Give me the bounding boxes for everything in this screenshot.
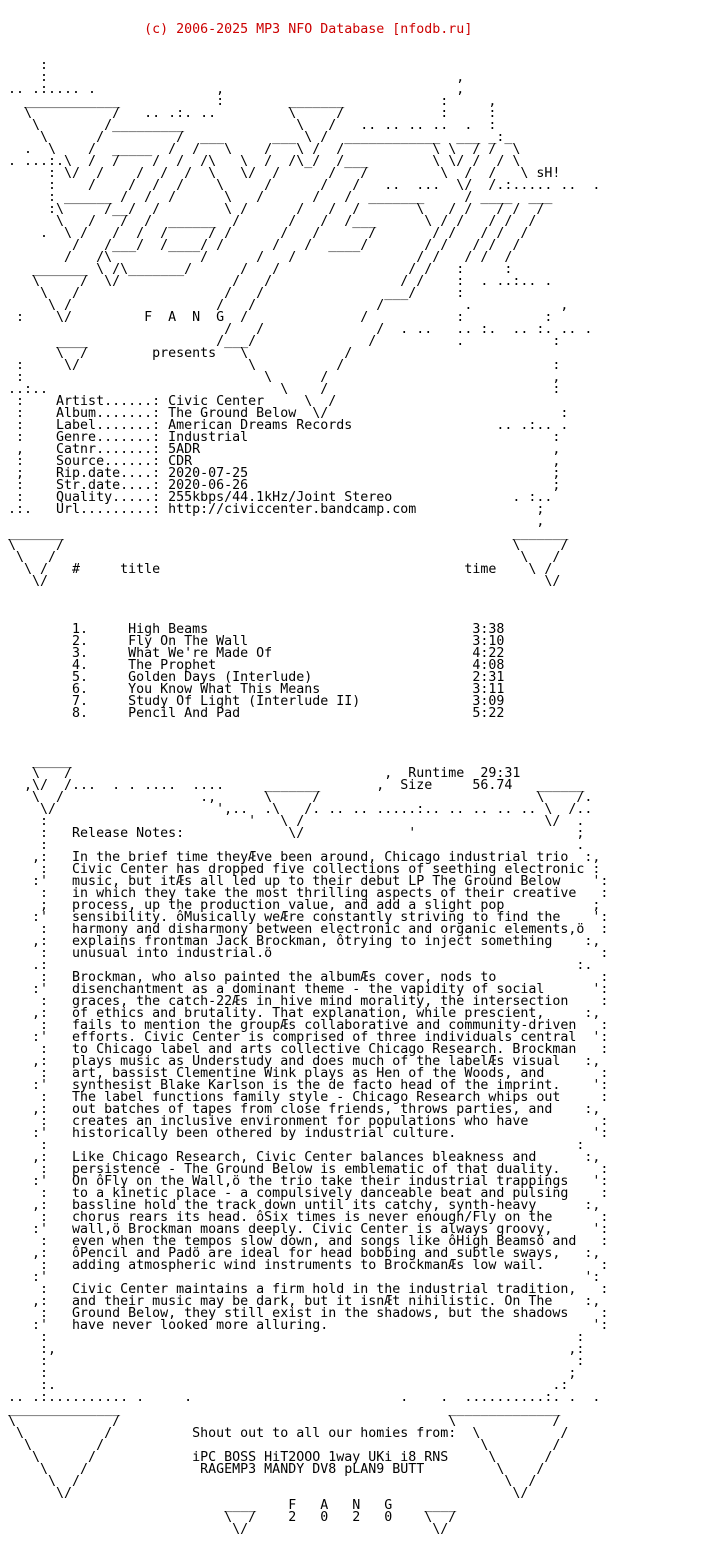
nfo-line: \/ \/ — [0, 1486, 529, 1501]
nfo-line: \ / \ / — [0, 538, 569, 553]
nfo-line — [0, 600, 720, 612]
nfo-line: \ /_________ \ / .. .. .. .. . : — [0, 118, 497, 133]
nfo-line: ,: Like Chicago Research, Civic Center balances bleakness and :, — [0, 1150, 601, 1165]
nfo-line: : creates an inclusive environment for populations who have : — [0, 1114, 609, 1129]
nfo-line: ..:.. \ / : — [0, 382, 561, 397]
nfo-line — [0, 588, 720, 600]
nfo-line: \ / / ___ ___ \ / ____________ ___ _:_ — [0, 130, 513, 145]
nfo-line: / /\ / / / / / / / / — [0, 250, 513, 265]
nfo-line: . \ / _____ / / \ / \ / / \ \ / / \ — [0, 142, 521, 157]
nfo-line: : harmony and disharmony between electronic and organic elements,ö : — [0, 922, 609, 937]
nfo-line: \ / iPC BOSS HiT2OOO 1way UKi i8 RNS \ / — [0, 1450, 553, 1465]
nfo-line: ,: out batches of tapes from close friends, throws parties, and :, — [0, 1102, 601, 1117]
nfo-line: : to Chicago label and arts collective Chicago Research. Brockman : — [0, 1042, 609, 1057]
nfo-line: : / / / / \ / / / .. ... \/ /.:..... .. . — [0, 178, 601, 193]
nfo-line: : graces, the catch-22Æs in hive mind morality, the intersection : — [0, 994, 609, 1009]
nfo-line: :, ,: — [0, 1342, 585, 1357]
nfo-line: : fails to mention the groupÆs collaborative and community-driven : — [0, 1018, 609, 1033]
nfo-line: :' ': — [0, 1270, 601, 1285]
nfo-line: 8. Pencil And Pad 5:22 — [0, 706, 505, 721]
nfo-line: , Catnr.......: 5ADR , — [0, 442, 561, 457]
nfo-line: , — [0, 514, 545, 529]
nfo-line: _______ \ /\_______/ / / / / : : — [0, 262, 513, 277]
nfo-line: ____ F A N G ____ — [0, 1498, 457, 1513]
nfo-line: :' On ôFly on the Wall,ö the trio take their industrial trappings ': — [0, 1174, 609, 1189]
nfo-line: ,: bassline hold the track down until its catchy, synth-heavy :, — [0, 1198, 601, 1213]
nfo-line: \ / \ / — [0, 1438, 561, 1453]
nfo-line: : Label.......: American Dreams Records .. .:.. . — [0, 418, 569, 433]
nfo-line: : : — [0, 1354, 585, 1369]
nfo-line: \ / / / ___/ : — [0, 286, 465, 301]
nfo-line: \ / \ / — [0, 1414, 561, 1429]
nfo-line: 7. Study Of Light (Interlude II) 3:09 — [0, 694, 505, 709]
nfo-line: : \/ F A N G / / : : — [0, 310, 553, 325]
nfo-line: :\ /__/ / \ / / / / \ / / / / / — [0, 202, 545, 217]
nfo-line: :' efforts. Civic Center is comprised of three individuals central ': — [0, 1030, 609, 1045]
nfo-line: : Album.......: The Ground Below \/ : — [0, 406, 569, 421]
nfo-line: \ / presents \ / — [0, 346, 353, 361]
nfo-line: ,\/ /... . . .... .... _______ , Size 56.74 ______ — [0, 778, 585, 793]
nfo-line: \ / / / ______ / / / /___ \ / / / / / — [0, 214, 537, 229]
nfo-line: : Source......: CDR , — [0, 454, 561, 469]
nfo-line: ,: of ethics and brutality. That explanation, while prescient, :, — [0, 1006, 601, 1021]
nfo-line: :. .: — [0, 1378, 569, 1393]
nfo-line: : Ground Below, they still exist in the shadows, but the shadows : — [0, 1306, 609, 1321]
nfo-line: : Genre.......: Industrial : — [0, 430, 561, 445]
nfo-line: ,: In the brief time theyÆve been around, Chicago industrial trio :, — [0, 850, 601, 865]
nfo-line: \ / \ / — [0, 550, 561, 565]
nfo-line: \ / ., \ / \ /. — [0, 790, 593, 805]
nfo-line: : to a kinetic place - a compulsively danceable beat and pulsing : — [0, 1186, 609, 1201]
nfo-line: _____ — [0, 754, 73, 769]
nfo-line: ,: plays music as Understudy and does much of the labelÆs visual :, — [0, 1054, 601, 1069]
nfo-line: 5. Golden Days (Interlude) 2:31 — [0, 670, 505, 685]
nfo-line: : chorus rears its head. ôSix times is never enough/Fly on the : — [0, 1210, 609, 1225]
nfo-line: \ / # title time \ / — [0, 562, 553, 577]
nfo-line: . ...:.\ / / / / /\ \ / /\_/ /___ \ \/ / / \ — [0, 154, 521, 169]
nfo-line: : \ / , — [0, 370, 561, 385]
nfo-line: \ / RAGEMP3 MANDY DV8 pLAN9 BUTT \ / — [0, 1462, 545, 1477]
nfo-line: .. .:.... . , , — [0, 82, 465, 97]
nfo-line: : \/ / / / / \ \/ / / / \ / / \ sH! — [0, 166, 561, 181]
nfo-line: ______________ ______________ — [0, 1402, 561, 1417]
nfo-line: :' sensibility. ôMusically weÆre constantly striving to find the ': — [0, 910, 609, 925]
nfo-line — [0, 744, 720, 756]
nfo-line: : Civic Center maintains a firm hold in the industrial tradition, : — [0, 1282, 609, 1297]
nfo-line: :' historically been othered by industrial culture. ': — [0, 1126, 609, 1141]
nfo-line: : Str.date....: 2020-06-26 ; — [0, 478, 561, 493]
nfo-line: : \/ \ / : — [0, 358, 561, 373]
nfo-line: . \ / / / / / / / / / / / / / / — [0, 226, 529, 241]
nfo-body — [0, 60, 720, 1536]
nfo-line: _______ _______ — [0, 526, 569, 541]
nfo-line: \ / 2 0 2 0 \ / — [0, 1510, 457, 1525]
nfo-line: \ / \ / — [0, 1474, 537, 1489]
nfo-line — [0, 720, 720, 732]
nfo-line: : Release Notes: \/ ' ; — [0, 826, 585, 841]
nfo-line: 1. High Beams 3:38 — [0, 622, 505, 637]
nfo-line: :' wall,ö Brockman moans deeply. Civic Center is always groovy, ': — [0, 1222, 609, 1237]
nfo-line: : , — [0, 70, 465, 85]
nfo-line: \ / Shout out to all our homies from: \ / — [0, 1426, 569, 1441]
nfo-line: \/ \/ — [0, 574, 561, 589]
nfo-line: : : — [0, 1330, 585, 1345]
nfo-line: 6. You Know What This Means 3:11 — [0, 682, 505, 697]
nfo-line: .. .:.......... . . . . ..........:. . . — [0, 1390, 601, 1405]
nfo-line: .: :. — [0, 958, 593, 973]
nfo-line: ____________ : _______ : , — [0, 94, 497, 109]
nfo-line: ____ /___/ / . : — [0, 334, 561, 349]
nfo-line — [0, 732, 720, 744]
nfo-line: \ / / / / . , — [0, 298, 569, 313]
nfo-line: / /___/ /____/ / / / ____/ / / / / / — [0, 238, 521, 253]
nfo-line: 4. The Prophet 4:08 — [0, 658, 505, 673]
nfo-line: : Quality.....: 255kbps/44.1kHz/Joint Stereo . :.. — [0, 490, 553, 505]
nfo-line: : unusual into industrial.ö : — [0, 946, 609, 961]
nfo-line: 2. Fly On The Wall 3:10 — [0, 634, 505, 649]
nfo-line: ,: and their music may be dark, but it isnÆt nihilistic. On The :, — [0, 1294, 601, 1309]
nfo-line: : Civic Center has dropped five collections of seething electronic : — [0, 862, 601, 877]
nfo-line: : persistence - The Ground Below is emblematic of that duality. : — [0, 1162, 609, 1177]
nfo-line: : even when the tempos slow down, and songs like ôHigh Beamsö and : — [0, 1234, 609, 1249]
nfo-line: :' music, but itÆs all led up to their debut LP The Ground Below ': — [0, 874, 609, 889]
nfo-line: : adding atmospheric wind instruments to BrockmanÆs low wail. : — [0, 1258, 609, 1273]
nfo-line: : The label functions family style - Chicago Research whips out : — [0, 1090, 609, 1105]
nfo-line: :' have never looked more alluring. ': — [0, 1318, 609, 1333]
nfo-line: ,: ôPencil and Padö are ideal for head bobbing and subtle sways, :, — [0, 1246, 601, 1261]
nfo-line: : Artist......: Civic Center \ / — [0, 394, 337, 409]
nfo-line: : : — [0, 1138, 585, 1153]
nfo-line: \/ ',.. .\ /. .. .. .....:.. .. .. .. .. \ /.. — [0, 802, 593, 817]
nfo-line: : in which they take the most thrilling aspects of their creative : — [0, 886, 609, 901]
nfo-line: \/ \/ — [0, 1522, 449, 1537]
nfo-line: : Brockman, who also painted the albumÆs cover, nods to : — [0, 970, 609, 985]
nfo-line: ; Rip.date....: 2020-07-25 ; — [0, 466, 561, 481]
nfo-line: 3. What We're Made Of 4:22 — [0, 646, 505, 661]
nfo-line: \ / .. .:. .. \ / : : — [0, 106, 497, 121]
copyright-header: (c) 2006-2025 MP3 NFO Database [nfodb.ru] — [0, 22, 473, 37]
nfo-line: : . — [0, 838, 585, 853]
nfo-line: / / / . .. .. :. .. :. .. . — [0, 322, 593, 337]
nfo-line: : ' \ / \/ . — [0, 814, 585, 829]
nfo-line: \ / \/ / / / / : . ..:.. . — [0, 274, 553, 289]
nfo-line: .:. Url.........: http://civiccenter.bandcamp.com ; — [0, 502, 545, 517]
nfo-line: \ / , Runtime 29:31 — [0, 766, 521, 781]
nfo-line: : ______ / / / \ / / / _______ / ____ ___ — [0, 190, 553, 205]
nfo-line: ,: explains frontman Jack Brockman, ôtrying to inject something :, — [0, 934, 601, 949]
nfo-line: :' synthesist Blake Karlson is the de facto head of the imprint. ': — [0, 1078, 609, 1093]
nfo-line: : ; — [0, 1366, 577, 1381]
nfo-line: :' disenchantment as a dominant theme - the vapidity of social ': — [0, 982, 609, 997]
nfo-line: : art, bassist Clementine Wink plays as Hen of the Woods, and : — [0, 1066, 609, 1081]
nfo-line: : — [0, 58, 49, 73]
nfo-line: ; process, up the production value, and add a slight pop ; — [0, 898, 601, 913]
